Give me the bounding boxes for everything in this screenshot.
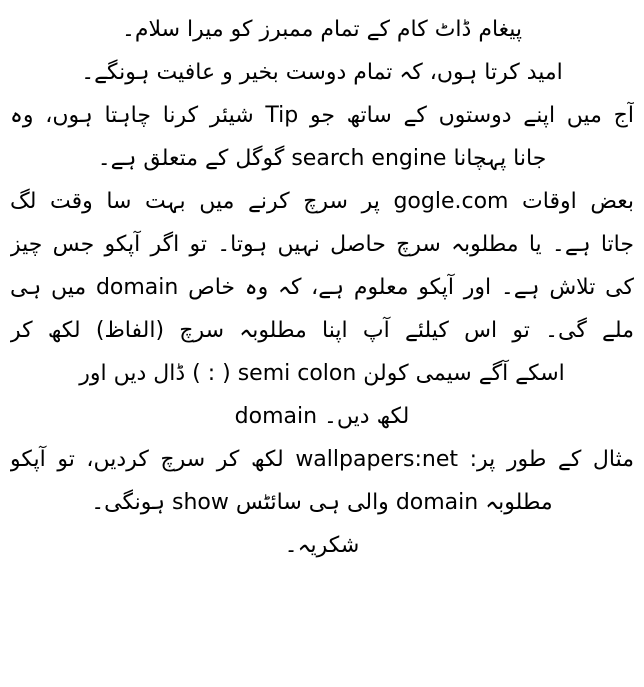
- semicolon-line: اسکے آگے سیمی کولن semi colon ( : ) ڈال دیں اور: [79, 361, 565, 386]
- search-engine-line: جانا پہچانا search engine گوگل کے متعلق ہے۔: [97, 146, 547, 171]
- write-domain-line: domain لکھ دیں۔: [234, 404, 410, 429]
- example-line: مثال کے طور پر: wallpapers:net لکھ کر سرچ کردیں، تو آپکو: [10, 447, 634, 472]
- search-result-line: جاتا ہے۔ یا مطلوبہ سرچ حاصل نہیں ہوتا۔ تو اگر آپکو جس چیز: [10, 232, 634, 257]
- domain-known-line: کی تلاش ہے۔ اور آپکو معلوم ہے، کہ وہ خاص domain میں ہی: [10, 275, 634, 300]
- greeting-line: پیغام ڈاٹ کام کے تمام ممبرز کو میرا سلام۔: [121, 17, 523, 42]
- search-words-line: ملے گی۔ تو اس کیلئے آپ اپنا مطلوبہ سرچ (الفاظ) لکھ کر: [10, 318, 634, 343]
- wellbeing-line: امید کرتا ہوں، کہ تمام دوست بخیر و عافیت ہونگے۔: [81, 60, 563, 85]
- tip-intro-line: آج میں اپنے دوستوں کے ساتھ جو Tip شیئر کرنا چاہتا ہوں، وہ: [10, 103, 634, 128]
- google-search-line: بعض اوقات gogle.com پر سرچ کرنے میں بہت سا وقت لگ: [10, 189, 634, 214]
- thanks-line: شکریہ۔: [284, 533, 360, 558]
- result-sites-line: مطلوبہ domain والی ہی سائٹس show ہونگی۔: [91, 490, 553, 515]
